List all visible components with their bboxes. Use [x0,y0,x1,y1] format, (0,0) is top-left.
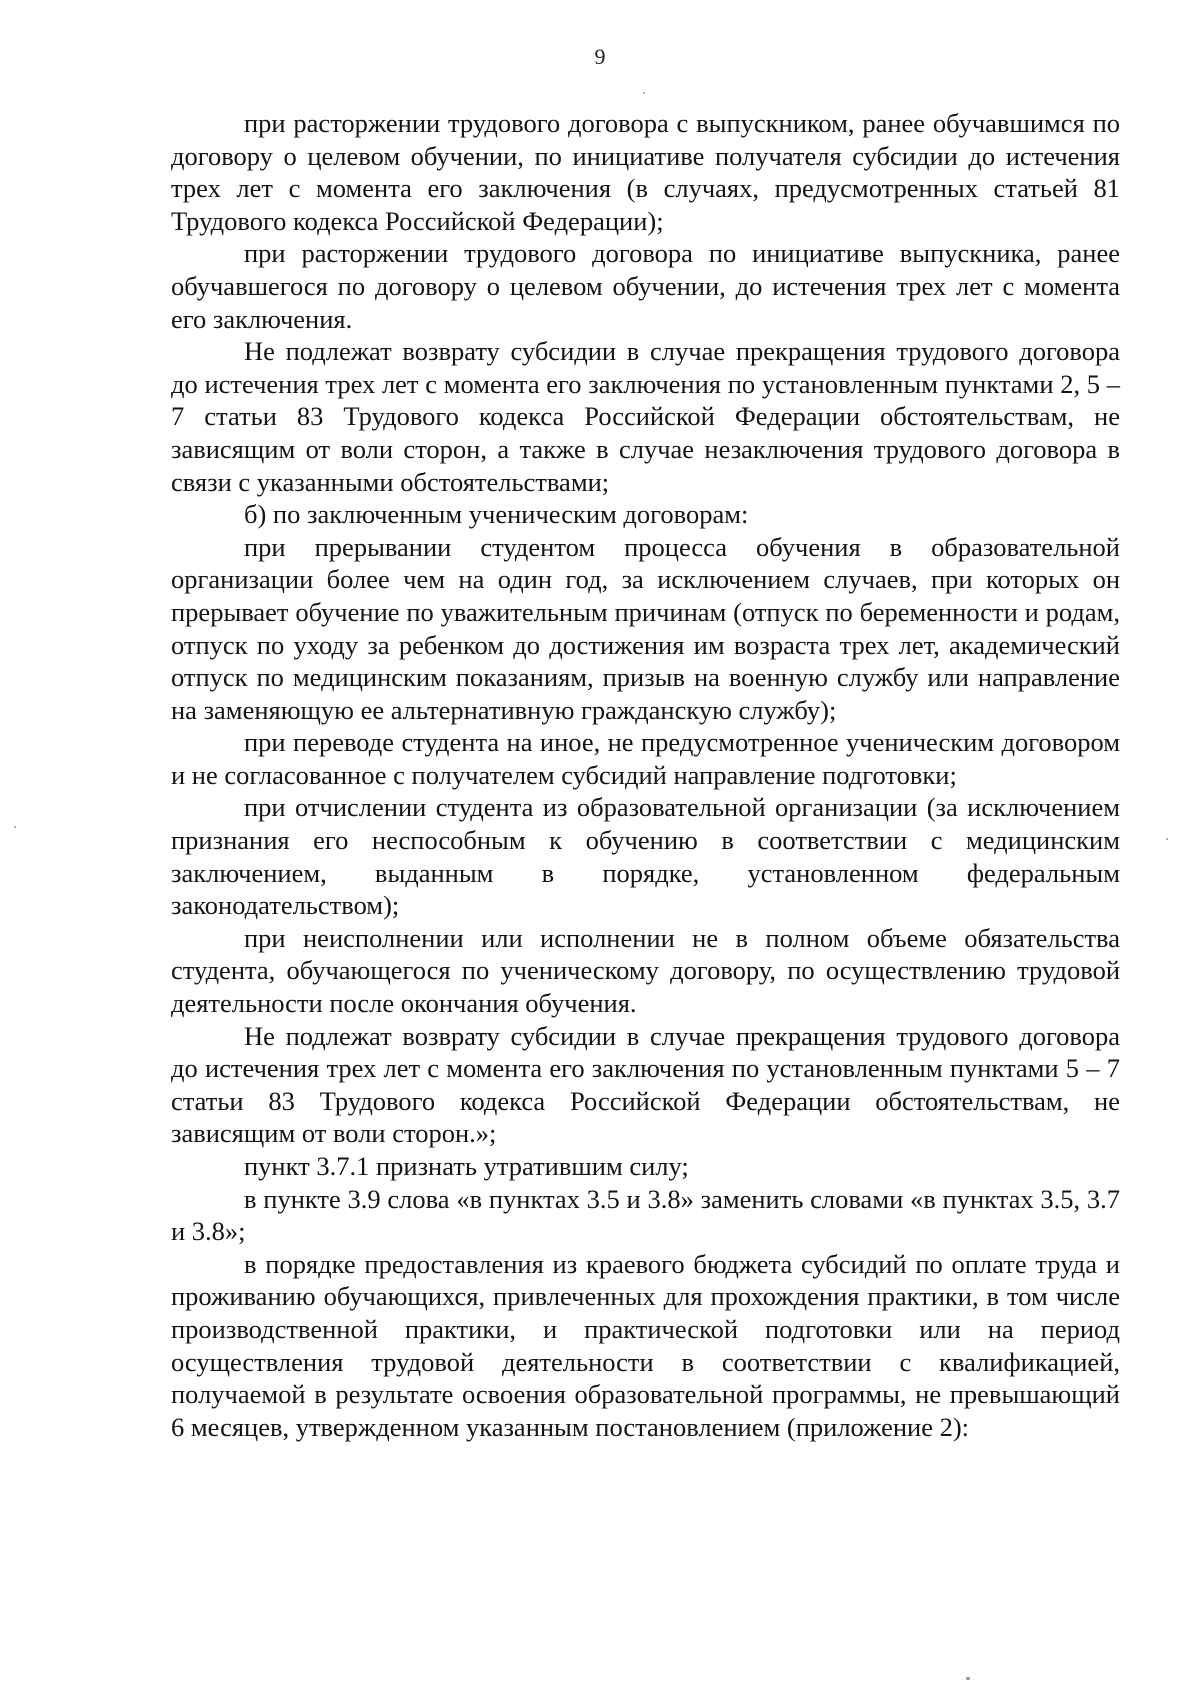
scan-speck [14,826,16,828]
paragraph-apprenticeship-heading: б) по заключенным ученическим договорам: [244,499,749,530]
paragraph-termination-by-employer: при расторжении трудового договора с выпускником, ранее обучавшимся по договору о целевом обучении, по инициативе получателя субсидии до истечения трех лет с момента его заключения (в случаях, предусмотренных статьей 81 Трудового кодекса Российской Федерации); [171,108,1120,236]
paragraph-termination-by-graduate: при расторжении трудового договора по инициативе выпускника, ранее обучавшегося по договору о целевом обучении, до истечения трех лет с момента его заключения. [171,238,1120,334]
paragraph-no-refund-points-5-7: Не подлежат возврату субсидии в случае прекращения трудового договора до истечения трех лет с момента его заключения по установленным пунктами 5 – 7 статьи 83 Трудового кодекса Российской Федерации обстоятельствам, не зависящим от воли сторон.»; [171,1020,1120,1149]
paragraph-no-refund-article-83: Не подлежат возврату субсидии в случае прекращения трудового договора до истечения трех лет с момента его заключения по установленным пунктами 2, 5 – 7 статьи 83 Трудового кодекса Российской Федерации обстоятельствам, не зависящим от воли сторон, а также в случае незаключения трудового договора в связи с указанными обстоятельствами; [171,336,1120,497]
paragraph-student-expulsion: при отчислении студента из образовательной организации (за исключением признания его неспособным к обучению в соответствии с медицинским заключением, выданным в порядке, установленном федеральным законодательством); [171,792,1120,921]
page-number: 9 [594,44,606,69]
scan-speck [966,1677,970,1680]
document-body [171,107,1120,1443]
scan-speck [643,92,645,94]
paragraph-obligation-nonfulfillment: при неисполнении или исполнении не в полном объеме обязательства студента, обучающегося по ученическому договору, по осуществлению трудовой деятельности после окончания обучения. [171,922,1120,1019]
paragraph-clause-3-9: в пункте 3.9 слова «в пунктах 3.5 и 3.8» заменить словами «в пунктах 3.5, 3.7 и 3.8»; [171,1183,1120,1247]
paragraph-study-interruption: при прерывании студентом процесса обучения в образовательной организации более чем на один год, за исключением случаев, при которых он прерывает обучение по уважительным причинам (отпуск по беременности и родам, отпуск по уходу за ребенком до достижения им возраста трех лет, академический отпуск по медицинским показаниям, призыв на военную службу или направление на заменяющую ее альтернативную гражданскую службу); [171,531,1120,725]
paragraph-student-transfer: при переводе студента на иное, не предусмотренное ученическим договором и не согласованное с получателем субсидий направление подготовки; [171,727,1120,790]
paragraph-appendix-2-order: в порядке предоставления из краевого бюджета субсидий по оплате труда и проживанию обучающихся, привлеченных для прохождения практики, в том числе производственной практики, и практической подготовки или на период осуществления трудовой деятельности в соответствии с квалификацией, получаемой в результате освоения образовательной программы, не превышающий 6 месяцев, утвержденном указанным постановлением (приложение 2): [171,1248,1120,1442]
scan-speck [1166,838,1168,840]
paragraph-clause-3-7-1: пункт 3.7.1 признать утратившим силу; [244,1151,689,1181]
